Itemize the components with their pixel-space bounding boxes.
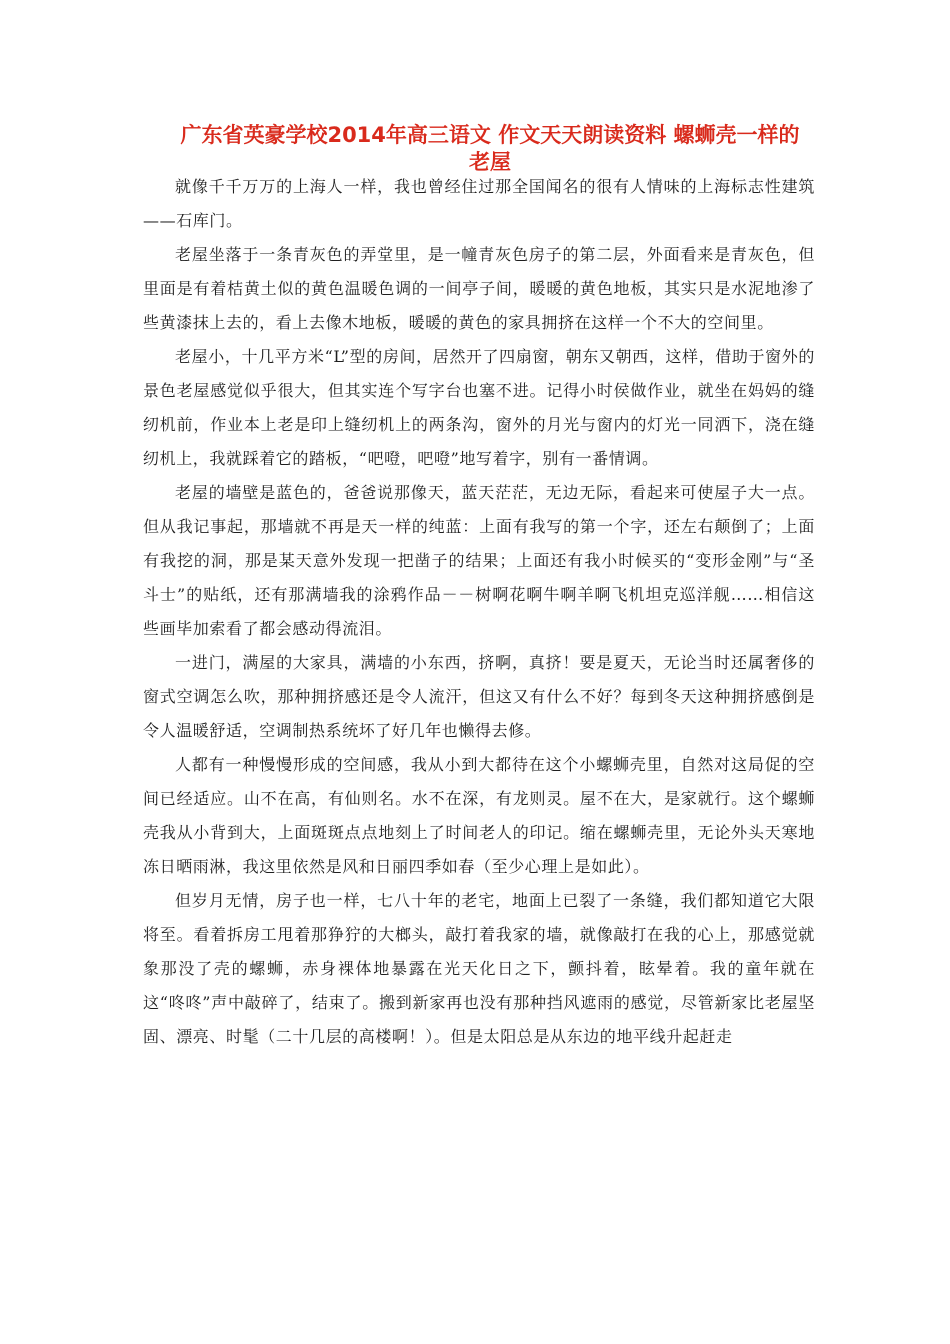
paragraph-6: 人都有一种慢慢形成的空间感，我从小到大都待在这个小螺蛳壳里，自然对这局促的空间已经适应。山不在高，有仙则名。水不在深，有龙则灵。屋不在大，是家就行。这个螺蛳壳我从小背到大，上面斑斑点点地刻上了时间老人的印记。缩在螺蛳壳里，无论外头天寒地冻日晒雨淋，我这里依然是风和日丽四季如春（至少心理上是如此）。 <box>143 755 815 876</box>
paragraph-4: 老屋的墙壁是蓝色的，爸爸说那像天，蓝天茫茫，无边无际，看起来可使屋子大一点。但从我记事起，那墙就不再是天一样的纯蓝：上面有我写的第一个字，还左右颠倒了；上面有我挖的洞，那是某天意外发现一把凿子的结果；上面还有我小时候买的“变形金刚”与“圣斗士”的贴纸，还有那满墙我的涂鸦作品－－树啊花啊牛啊羊啊飞机坦克巡洋舰……相信这些画毕加索看了都会感动得流泪。 <box>143 483 815 638</box>
paragraph-1: 就像千千万万的上海人一样，我也曾经住过那全国闻名的很有人情味的上海标志性建筑——石库门。 <box>143 177 815 230</box>
paragraph-2: 老屋坐落于一条青灰色的弄堂里，是一幢青灰色房子的第二层，外面看来是青灰色，但里面是有着桔黄土似的黄色温暖色调的一间亭子间，暖暖的黄色地板，其实只是水泥地渗了些黄漆抹上去的，看上去像木地板，暖暖的黄色的家具拥挤在这样一个不大的空间里。 <box>143 245 815 332</box>
article-body <box>143 170 815 1054</box>
page-title: 广东省英豪学校2014年高三语文 作文天天朗读资料 螺蛳壳一样的老屋 <box>180 123 800 174</box>
paragraph-7: 但岁月无情，房子也一样，七八十年的老宅，地面上已裂了一条缝，我们都知道它大限将至。看着拆房工甩着那狰狞的大榔头，敲打着我家的墙，就像敲打在我的心上，那感觉就象那没了壳的螺蛳，赤身裸体地暴露在光天化日之下，颤抖着，眩晕着。我的童年就在这“咚咚”声中敲碎了，结束了。搬到新家再也没有那种挡风遮雨的感觉，尽管新家比老屋坚固、漂亮、时髦（二十几层的高楼啊！）。但是太阳总是从东边的地平线升起赶走 <box>143 891 815 1046</box>
paragraph-3: 老屋小，十几平方米“L”型的房间，居然开了四扇窗，朝东又朝西，这样，借助于窗外的景色老屋感觉似乎很大，但其实连个写字台也塞不进。记得小时侯做作业，就坐在妈妈的缝纫机前，作业本上老是印上缝纫机上的两条沟，窗外的月光与窗内的灯光一同洒下，浇在缝纫机上，我就踩着它的踏板，“吧噔，吧噔”地写着字，别有一番情调。 <box>143 347 815 468</box>
paragraph-5: 一进门，满屋的大家具，满墙的小东西，挤啊，真挤！要是夏天，无论当时还属奢侈的窗式空调怎么吹，那种拥挤感还是令人流汗，但这又有什么不好？每到冬天这种拥挤感倒是令人温暖舒适，空调制热系统坏了好几年也懒得去修。 <box>143 653 815 740</box>
